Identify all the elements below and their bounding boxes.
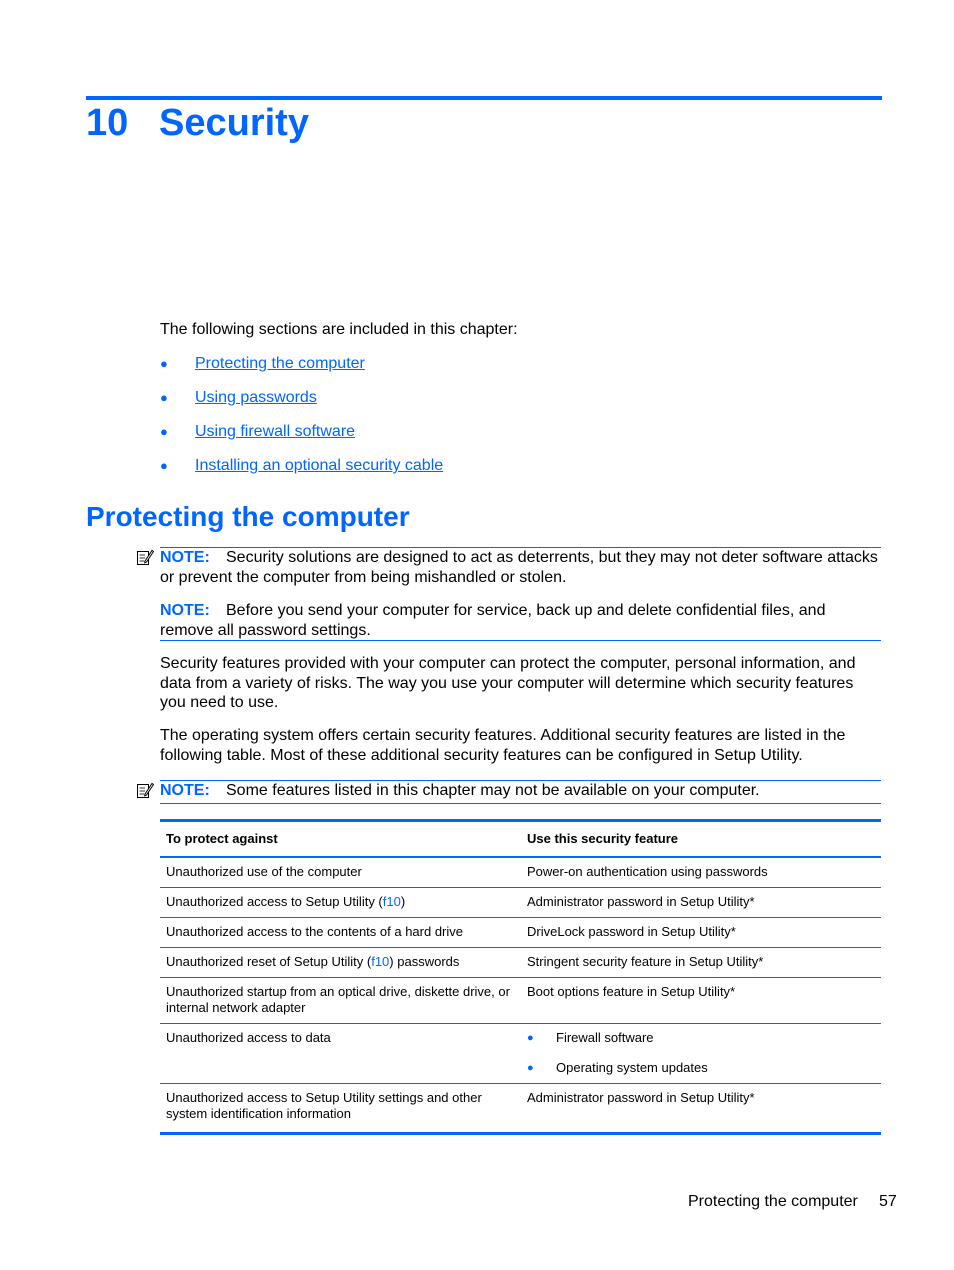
- toc-link-firewall[interactable]: Using firewall software: [195, 423, 356, 440]
- note-text: Some features listed in this chapter may not be available on your computer.: [226, 782, 760, 799]
- chapter-heading: [86, 100, 309, 146]
- note-label: NOTE:: [160, 549, 210, 566]
- bullet: ●: [527, 1062, 534, 1074]
- note-pencil-icon: [136, 548, 154, 566]
- security-features-table: [160, 819, 881, 1135]
- intro-text: The following sections are included in this chapter:: [160, 321, 518, 338]
- section-title: Protecting the computer: [86, 501, 410, 532]
- column-header: To protect against: [160, 821, 521, 858]
- body-paragraph: Security features provided with your computer can protect the computer, personal information, and data from a variety of risks. The way you use your computer will determine which security features you need to use.: [160, 655, 856, 711]
- note-pencil-icon: [136, 781, 154, 799]
- table-row: [160, 857, 881, 888]
- feature-cell: Stringent security feature in Setup Utility*: [521, 948, 881, 978]
- threat-text: Unauthorized reset of Setup Utility (: [166, 954, 372, 969]
- bullet: ●: [160, 458, 168, 473]
- feature-text: Operating system updates: [556, 1060, 708, 1075]
- threat-text: ): [400, 894, 406, 909]
- table-header-row: [160, 821, 881, 858]
- note-box: [160, 547, 881, 641]
- table-row: [160, 1024, 881, 1084]
- note-label: NOTE:: [160, 782, 210, 799]
- feature-cell: [521, 1024, 881, 1084]
- table-row: [160, 918, 881, 948]
- chapter-title: Security: [159, 102, 309, 144]
- list-item: [527, 1030, 875, 1060]
- page-number: 57: [879, 1193, 897, 1210]
- note: [160, 781, 881, 801]
- column-header: Use this security feature: [521, 821, 881, 858]
- note-text: Before you send your computer for service, back up and delete confidential files, and remove all password settings.: [160, 602, 826, 639]
- key-f10: f10: [382, 894, 401, 909]
- toc-link-passwords[interactable]: Using passwords: [195, 389, 317, 406]
- chapter-number: 10: [86, 102, 129, 144]
- note: [160, 601, 881, 640]
- threat-cell: [160, 888, 521, 918]
- feature-text: Firewall software: [556, 1030, 654, 1045]
- feature-cell: Power-on authentication using passwords: [521, 857, 881, 888]
- note-text: Security solutions are designed to act as deterrents, but they may not deter software attacks or prevent the computer from being mishandled or stolen.: [160, 549, 878, 586]
- threat-cell: [160, 948, 521, 978]
- table-row: [160, 948, 881, 978]
- threat-cell: Unauthorized use of the computer: [160, 857, 521, 888]
- bullet: ●: [527, 1032, 534, 1044]
- feature-cell: Administrator password in Setup Utility*: [521, 888, 881, 918]
- threat-cell: Unauthorized startup from an optical drive, diskette drive, or internal network adapter: [160, 978, 521, 1024]
- list-item: [527, 1060, 875, 1076]
- toc-link-security-cable[interactable]: Installing an optional security cable: [195, 457, 444, 474]
- table-row: [160, 1084, 881, 1134]
- table-row: [160, 888, 881, 918]
- feature-cell: DriveLock password in Setup Utility*: [521, 918, 881, 948]
- note: [160, 548, 881, 587]
- bullet: ●: [160, 424, 168, 439]
- feature-list: [527, 1030, 875, 1076]
- key-f10: f10: [371, 954, 390, 969]
- feature-cell: Administrator password in Setup Utility*: [527, 1090, 755, 1105]
- threat-cell: Unauthorized access to the contents of a hard drive: [160, 918, 521, 948]
- threat-text: Unauthorized access to Setup Utility (: [166, 894, 383, 909]
- toc-link-protecting[interactable]: Protecting the computer: [195, 355, 365, 372]
- note-label: NOTE:: [160, 602, 210, 619]
- bullet: ●: [160, 390, 168, 405]
- footer-section-label: Protecting the computer: [688, 1193, 858, 1210]
- bullet: ●: [160, 356, 168, 371]
- table-row: [160, 978, 881, 1024]
- threat-cell: Unauthorized access to data: [160, 1024, 521, 1084]
- body-paragraph: The operating system offers certain security features. Additional security features are listed in the following table. Most of these additional security features can be configured in Setup Utility.: [160, 727, 846, 764]
- threat-cell: Unauthorized access to Setup Utility settings and other system identification information: [166, 1090, 482, 1121]
- threat-text: ) passwords: [389, 954, 460, 969]
- feature-cell: Boot options feature in Setup Utility*: [521, 978, 881, 1024]
- note-box: [160, 780, 881, 804]
